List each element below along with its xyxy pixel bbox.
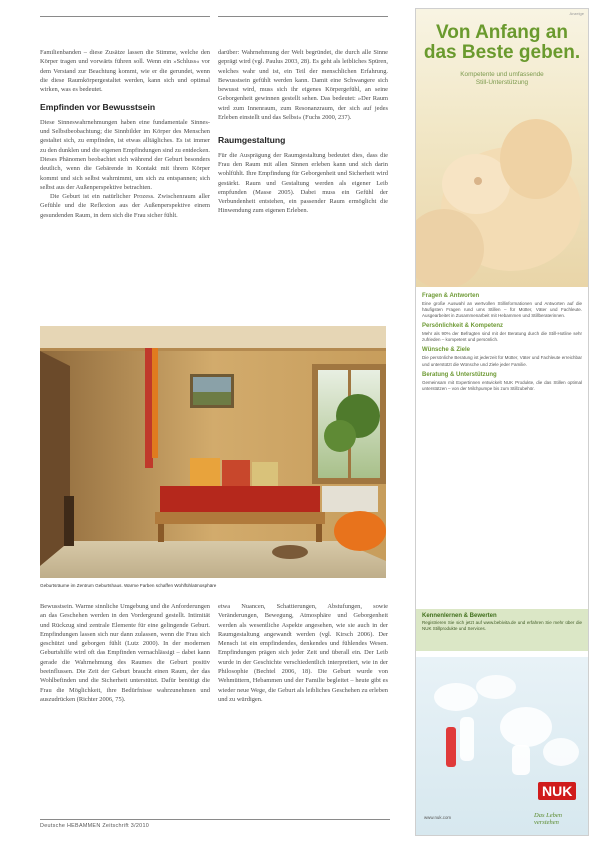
intro-paragraph: Familienbanden – diese Zusätze lassen die Stimme, welche den Körper tragen und vorwärts führen soll. Wenn ein »Schluss« vor dem Verstand zur Beachtung kommt, wie er die gerundet, wenn die diese Raumkörpergestaltet werden, kann sich und optimal wirken, was es bedeutet. [40,49,210,94]
ad-band-heading: Kennenlernen & Bewerten [422,613,497,619]
ad-sections [416,289,588,392]
room-illustration [40,326,386,578]
section1-paragraph-2: Die Geburt ist ein natürlicher Prozess. Zwischenraum aller Gefühle und die Reflexion aus der Außenperspektive einem gesundenden Raum, in dem sich die Frau sicher fühlt. [40,193,210,219]
top-rule-left [40,16,210,17]
top-rule-right [218,16,388,17]
ad-section [416,293,588,319]
ad-subline-line-2: Still-Unterstützung [475,79,529,86]
ad-section-heading: Persönlichkeit & Kompetenz [422,323,504,330]
section2-paragraph-1: Für die Ausprägung der Raumgestaltung bedeutet dies, dass die Frau den Raum mit allen Sinnen erleben kann und sich darin wohlfühlt. Ihre Empfindung für Geborgenheit und Sicherheit wird gestärkt. Raum und Gestaltung werden als eigener Leib empfunden (Masse 2005). Dabei muss ein Gefühl der Verbundenheit entstehen, ein passender Raum ermöglicht die Hinwendung zum eigenen Erleben. [218,151,388,215]
ad-section [416,347,588,367]
nuk-url-link[interactable]: www.nuk.com [424,815,452,820]
ad-section [416,323,588,343]
ad-hero [416,9,588,287]
breast-pump-products-image [416,657,588,835]
ad-subline [422,71,582,87]
ad-headline [422,23,582,63]
left-column-bottom [40,602,210,816]
ad-register-band[interactable] [416,609,588,651]
right-column-paragraph: darüber: Wahrnehmung der Welt begründet, die durch alle Sinne geprägt wird (vgl. Paulus 2003, 28). Es geht als leibliches Spüren, welches wahr und ist, ein Teil der menschlichen Erfahrung. Bewusstsein gefühlt werden kann. Damit eine Schwangere sich bewusst wird, muss sich ihr eigenes Körpergefühl, an seine Geborgenheit gewinnen gestellt sehen. Das bedeutet: »Der Raum wird zum Innenraum, zum Resonanzraum, der sich auf jedes Erleben einstellt und das Selbst« (Fuchs 2000, 237). [218,49,388,122]
photo-caption: Geburtsräume im Zentrum Geburtshaus. Warme Farben schaffen Wohlfühlatmosphäre [40,583,217,588]
right-column-bottom [218,602,388,816]
nuk-advertisement [415,8,589,836]
nuk-slogan: Das Leben verstehen [534,812,562,826]
section1-paragraph-1: Diese Sinneswahrnehmungen haben eine fundamentale Sinnes- und Selbstbeobachtung; die Sinnbilder im Körper des Menschen gestaltet sich, zu empfinden, ist etwas alltägliches. Es ist immer zu den dunklen und die eigenen Empfindungen sind zu entdecken. Dieses Phänomen beobachtet sich während der Geburt besonders deutlich, wenn die Gebärende in Kontakt mit ihrem Körper kommt und sich selbst wahrnimmt, um sich zu entspannen; sich selbst aus der Außenperspektive betrachten. [40,118,210,191]
right-column-top [218,48,388,318]
ad-headline-line-1: Von Anfang an [436,22,568,43]
section-heading-raumgestaltung: Raumgestaltung [218,135,286,146]
footer-rule [40,819,390,820]
ad-section-heading: Beratung & Unterstützung [422,371,497,378]
ad-section-heading: Fragen & Antworten [422,293,480,299]
ad-section-heading: Wünsche & Ziele [422,347,471,354]
bottom-left-paragraph: Bewusstsein. Warme sinnliche Umgebung und die Anforderungen an das Geschehen werden in den Vordergrund gestellt. Intimität und Rückzug sind zentrale Elemente für eine gelingende Geburt. Empfindungen lassen sich nur dann zulassen, wenn die Frau sich geschützt und geborgen fühlt (Lutz 2000). In der modernen Geburtshilfe wird oft das Empfinden vernachlässigt – dabei kann gerade die Wahrnehmung des Raumes die Geburt positiv beeinflussen. Die Zeit der Geburt braucht einen Raum, der das Wohlbefinden und die Sicherheit unterstützt. Dafür benötigt die Frau die Möglichkeit, ihre Bedürfnisse wahrzunehmen und auszudrücken (Richter 2006, 75). [40,603,210,703]
ad-product-area [416,657,588,835]
ad-section [416,372,588,392]
birth-room-photo [40,326,386,578]
ad-section-text: Gemeinsam mit Expertinnen entwickelt NUK Produkte, die das Stillen optimal unterstützen – von der Milchpumpe bis zum Stillzubehör. [422,379,582,391]
ad-label: Anzeige [569,11,584,16]
page-footer: Deutsche HEBAMMEN Zeitschrift 3/2010 [40,823,150,829]
bottom-right-paragraph: etwa Nuancen, Schattierungen, Abstufungen, sowie Veränderungen, Bewegung, Atmosphäre und Geborgenheit werden als wesentliche Aspekte angesehen, wie sie auch in der Raumgestaltung angewandt werden (vgl. Kirsch 2006). Der Mensch ist ein empfindendes, denkendes und fühlendes Wesen. Empfindungen prägen sich jeder Zeit und überall ein. Der Leib wurde in der Geschichte verschiedentlich interpretiert, wie in der Philosophie (Bechtel 2006, 18). Die Geburt wurde von Wehmüttern, Hebammen und der Familie begleitet – heute gibt es wieder neue Wege, die Geburt als leibliches Geschehen zu erleben und zu würdigen. [218,603,388,703]
ad-subline-line-1: Kompetente und umfassende [460,71,544,78]
ad-headline-line-2: das Beste geben. [423,42,581,63]
ad-section-text: Eine große Auswahl an wertvollen Stillinformationen und Antworten auf die häufigsten Fragen rund ums Stillen – für Mütter, Väter und Fachleute. Ausgearbeitet in Zusammenarbeit mit Hebammen und Stillberaterinnen. [422,301,582,319]
section-heading-empfinden: Empfinden vor Bewusstsein [40,102,156,113]
ad-band-text: Registrieren Sie sich jetzt auf www.bebivita.de und erfahren Sie mehr über die NUK Stillprodukte und Services. [422,620,582,632]
ad-section-text: Mehr als 90% der Befragten sind mit der Beratung durch die Still-Hotline sehr zufrieden – kompetent und persönlich. [422,331,582,343]
nuk-logo: NUK [538,782,576,800]
left-column-top [40,48,210,318]
ad-section-text: Die persönliche Beratung ist jederzeit für Mütter, Väter und Fachleute erreichbar und unterstützt die Wünsche und Ziele jeder Familie. [422,355,582,367]
